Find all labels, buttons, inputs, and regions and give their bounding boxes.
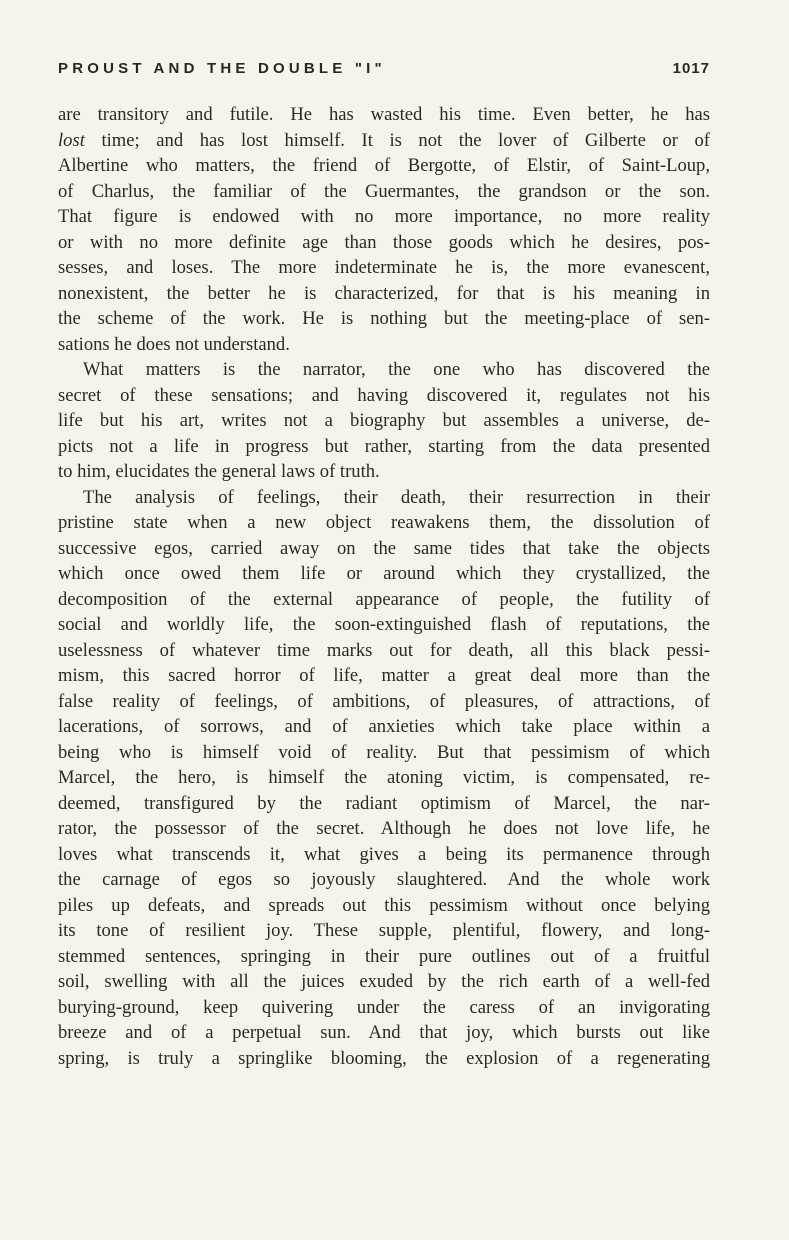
text-line: or with no more definite age than those goods which he desires, pos-	[58, 231, 710, 253]
text-line: breeze and of a perpetual sun. And that joy, which bursts out like	[58, 1022, 710, 1043]
paragraph-2	[58, 357, 710, 485]
text-line: Marcel, the hero, is himself the atoning victim, is compensated, re-	[58, 767, 710, 788]
page-number: 1017	[672, 60, 710, 77]
text-line: soil, swelling with all the juices exuded by the rich earth of a well-fed	[58, 971, 710, 992]
italic-word: lost	[58, 129, 85, 151]
text-line: which once owed them life or around which they crystallized, the	[58, 563, 710, 584]
text-line: Albertine who matters, the friend of Bergotte, of Elstir, of Saint-Loup,	[58, 155, 710, 176]
running-title: PROUST AND THE DOUBLE "I"	[58, 60, 386, 77]
text-line: being who is himself void of reality. But that pessimism of which	[58, 741, 710, 763]
paragraph-3	[58, 485, 710, 1072]
text-line: pristine state when a new object reawakens them, the dissolution of	[58, 512, 710, 533]
text-line: picts not a life in progress but rather, starting from the data presented	[58, 435, 710, 457]
text-line: to him, elucidates the general laws of truth.	[58, 461, 380, 482]
running-head	[58, 60, 710, 84]
text-line: successive egos, carried away on the same tides that take the objects	[58, 537, 710, 559]
text-line: burying-ground, keep quivering under the caress of an invigorating	[58, 996, 710, 1018]
text-line: uselessness of whatever time marks out for death, all this black pessi-	[58, 639, 710, 661]
text-line: spring, is truly a springlike blooming, the explosion of a regenerating	[58, 1047, 710, 1069]
text-line: false reality of feelings, of ambitions, of pleasures, of attractions, of	[58, 690, 710, 712]
text-line: What matters is the narrator, the one who has discovered the	[83, 359, 710, 380]
text-line: The analysis of feelings, their death, their resurrection in their	[83, 486, 710, 508]
text-line: piles up defeats, and spreads out this pessimism without once belying	[58, 894, 710, 916]
body-text	[58, 102, 710, 1071]
text-line: life but his art, writes not a biography but assembles a universe, de-	[58, 410, 710, 431]
text-line	[58, 128, 710, 154]
text-line: nonexistent, the better he is characterized, for that is his meaning in	[58, 282, 710, 304]
text-line: the carnage of egos so joyously slaughtered. And the whole work	[58, 869, 710, 890]
text-line: lacerations, of sorrows, and of anxieties which take place within a	[58, 716, 710, 737]
text-line: mism, this sacred horror of life, matter a great deal more than the	[58, 665, 710, 686]
text-line: decomposition of the external appearance of people, the futility of	[58, 588, 710, 610]
text-line: loves what transcends it, what gives a being its permanence through	[58, 843, 710, 865]
text-line: its tone of resilient joy. These supple, plentiful, flowery, and long-	[58, 920, 710, 941]
text-line: of Charlus, the familiar of the Guermantes, the grandson or the son.	[58, 180, 710, 202]
paragraph-1	[58, 102, 710, 357]
text-line: the scheme of the work. He is nothing but the meeting-place of sen-	[58, 308, 710, 329]
text-line-rest: time; and has lost himself. It is not the lover of Gilberte or of	[101, 129, 710, 151]
text-line: That figure is endowed with no more importance, no more reality	[58, 206, 710, 227]
text-line: are transitory and futile. He has wasted his time. Even better, he has	[58, 104, 710, 125]
text-line: deemed, transfigured by the radiant optimism of Marcel, the nar-	[58, 792, 710, 814]
text-line: sesses, and loses. The more indeterminate he is, the more evanescent,	[58, 257, 710, 278]
text-line: secret of these sensations; and having discovered it, regulates not his	[58, 384, 710, 406]
text-line: social and worldly life, the soon-extinguished flash of reputations, the	[58, 614, 710, 635]
text-line: stemmed sentences, springing in their pure outlines out of a fruitful	[58, 945, 710, 967]
text-line: sations he does not understand.	[58, 333, 290, 355]
text-line: rator, the possessor of the secret. Although he does not love life, he	[58, 818, 710, 839]
